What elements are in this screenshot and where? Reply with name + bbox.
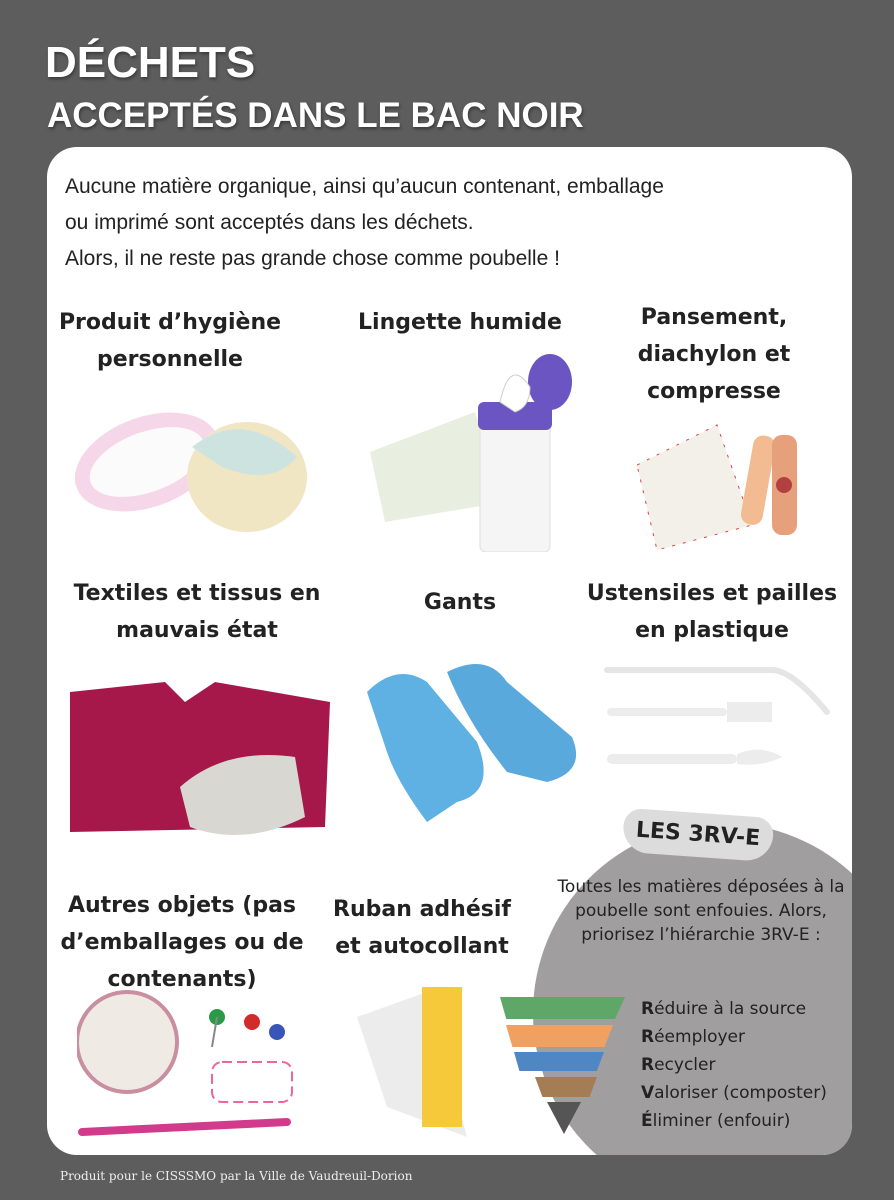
item-bandage-label: Pansement, diachylon et compresse <box>637 305 791 404</box>
tape-image <box>347 987 497 1147</box>
rve-step: Réemployer <box>641 1027 745 1047</box>
item-gloves-label: Gants <box>423 590 497 615</box>
bandage-image <box>637 415 837 565</box>
footer-credit: Produit pour le CISSSMO par la Ville de Vaudreuil-Dorion <box>60 1169 413 1183</box>
textiles-image <box>65 677 340 847</box>
content-card <box>47 147 852 1155</box>
item-other-label: Autres objets (pas d’emballages ou de contenants) <box>60 893 304 992</box>
title-line1: DÉCHETS <box>45 38 256 87</box>
pyramid-valorize <box>535 1077 597 1097</box>
item-textiles-label: Textiles et tissus en mauvais état <box>73 581 321 643</box>
hygiene-pad-image <box>72 387 312 557</box>
intro-line: ou imprimé sont acceptés dans les déchets. <box>65 211 474 234</box>
utensils-image <box>602 662 832 772</box>
gloves-image <box>357 652 587 842</box>
rve-step: Réduire à la source <box>641 999 807 1019</box>
intro-text <box>65 169 664 277</box>
pyramid-reduce <box>500 997 625 1019</box>
other-objects-image <box>77 987 297 1147</box>
rve-steps <box>641 995 827 1135</box>
rve-badge: LES 3RV-E <box>622 808 775 862</box>
item-wipes-label: Lingette humide <box>358 310 562 335</box>
intro-line: Aucune matière organique, ainsi qu’aucun contenant, emballage <box>65 175 664 198</box>
item-utensils-label: Ustensiles et pailles en plastique <box>586 581 838 643</box>
title-line2: ACCEPTÉS DANS LE BAC NOIR <box>47 96 584 135</box>
wet-wipes-image <box>365 352 575 552</box>
item-hygiene-label: Produit d’hygiène personnelle <box>58 310 282 372</box>
rve-step: Éliminer (enfouir) <box>641 1111 791 1131</box>
intro-line: Alors, il ne reste pas grande chose comme poubelle ! <box>65 247 560 270</box>
pyramid-reuse <box>506 1025 613 1047</box>
rve-step: Recycler <box>641 1055 716 1075</box>
rve-step: Valoriser (composter) <box>641 1083 827 1103</box>
rve-text: Toutes les matières déposées à la poubelle sont enfouies. Alors, priorisez l’hiérarchie 3RV-E : <box>557 877 845 945</box>
item-tape-label: Ruban adhésif et autocollant <box>333 897 511 959</box>
pyramid-recycle <box>514 1052 604 1071</box>
